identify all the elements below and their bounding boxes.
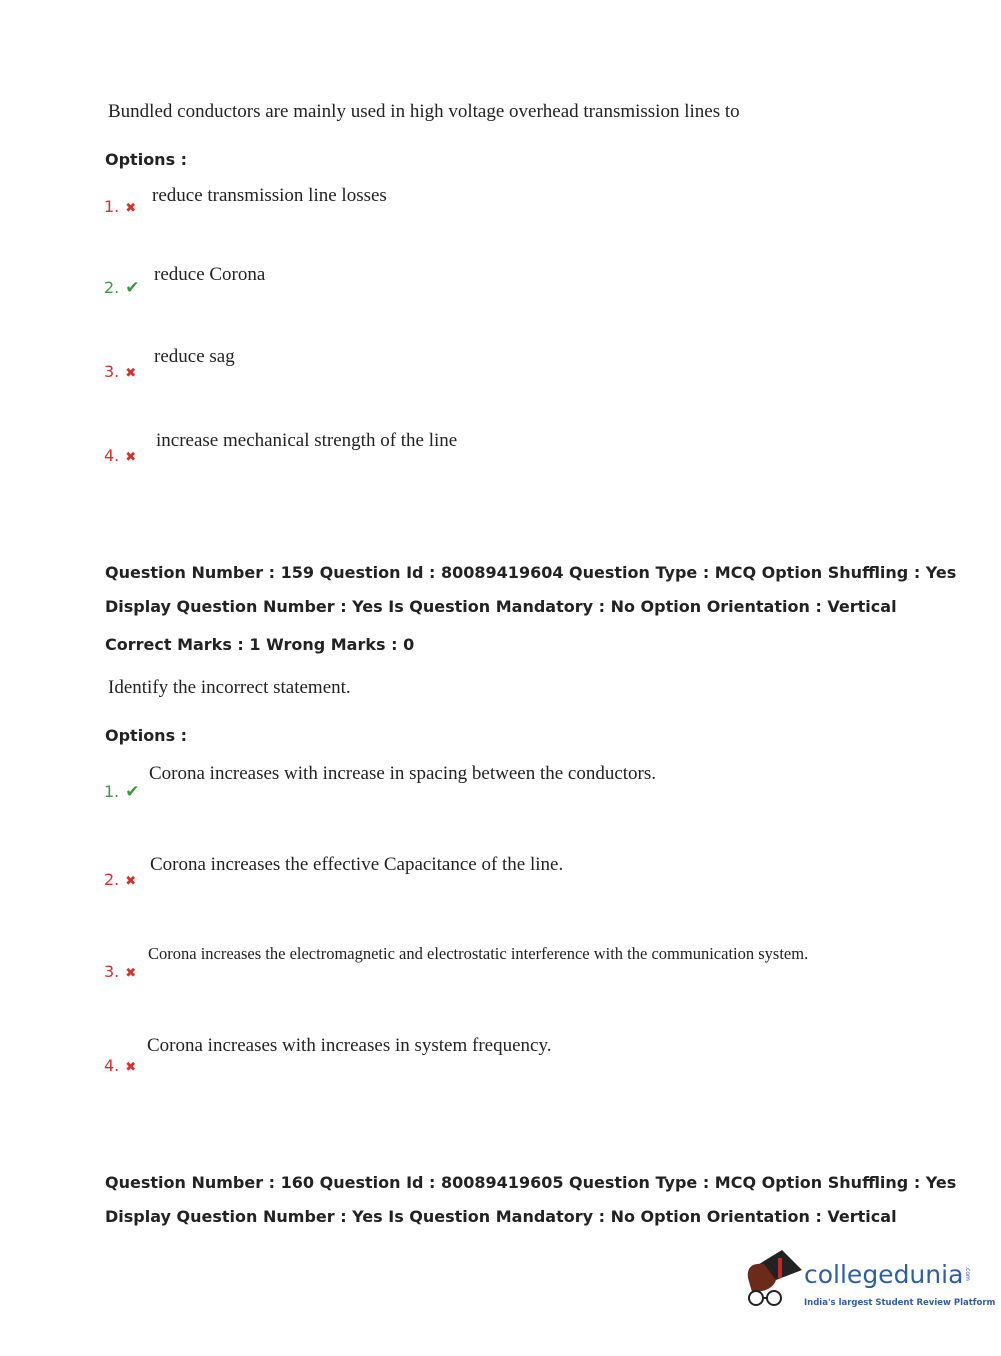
option-number-label: 4. (104, 1056, 120, 1075)
option-number-label: 2. (104, 870, 120, 889)
option-text: reduce transmission line losses (152, 185, 387, 206)
option-text: reduce sag (154, 346, 235, 367)
logo-com: .com (963, 1266, 971, 1281)
option-number (104, 197, 136, 216)
options-label: Options : (105, 726, 188, 745)
option-number-label: 2. (104, 278, 120, 297)
option-number (104, 1056, 136, 1075)
cross-icon: ✖ (125, 966, 137, 981)
collegedunia-logo (742, 1248, 996, 1323)
option-number-label: 1. (104, 197, 120, 216)
option-text: Corona increases with increase in spacing between the conductors. (149, 763, 657, 784)
marks-meta: Correct Marks : 1 Wrong Marks : 0 (105, 635, 415, 654)
option-number (104, 782, 140, 802)
logo-tagline: India's largest Student Review Platform (804, 1298, 996, 1308)
question-meta: Question Number : 160 Question Id : 80089419605 Question Type : MCQ Option Shuffling : Yes (105, 1173, 957, 1192)
option-number-label: 3. (104, 362, 120, 381)
check-icon: ✔ (125, 782, 140, 802)
option-number-label: 4. (104, 446, 120, 465)
question-meta: Question Number : 159 Question Id : 80089419604 Question Type : MCQ Option Shuffling : Yes (105, 563, 957, 582)
option-text: Corona increases the electromagnetic and electrostatic interference with the communication system. (148, 944, 809, 963)
option-text: Corona increases with increases in system frequency. (147, 1035, 552, 1056)
option-number (104, 446, 136, 465)
option-number (104, 278, 140, 298)
cross-icon: ✖ (125, 874, 137, 889)
question-text: Bundled conductors are mainly used in high voltage overhead transmission lines to (108, 101, 740, 122)
option-text: reduce Corona (154, 264, 266, 285)
cross-icon: ✖ (125, 450, 137, 465)
question-meta: Display Question Number : Yes Is Question Mandatory : No Option Orientation : Vertical (105, 1207, 897, 1226)
cross-icon: ✖ (125, 1060, 137, 1075)
options-label: Options : (105, 150, 188, 169)
logo-name: collegedunia (804, 1260, 964, 1289)
question-text: Identify the incorrect statement. (108, 677, 351, 698)
option-number-label: 3. (104, 962, 120, 981)
option-number (104, 870, 136, 889)
option-text: increase mechanical strength of the line (156, 430, 458, 451)
option-number-label: 1. (104, 782, 120, 801)
cross-icon: ✖ (125, 201, 137, 216)
option-text: Corona increases the effective Capacitance of the line. (150, 854, 564, 875)
cross-icon: ✖ (125, 366, 137, 381)
option-number (104, 362, 136, 381)
mascot-icon (742, 1248, 804, 1318)
question-meta: Display Question Number : Yes Is Question Mandatory : No Option Orientation : Vertical (105, 597, 897, 616)
option-number (104, 962, 136, 981)
check-icon: ✔ (125, 278, 140, 298)
